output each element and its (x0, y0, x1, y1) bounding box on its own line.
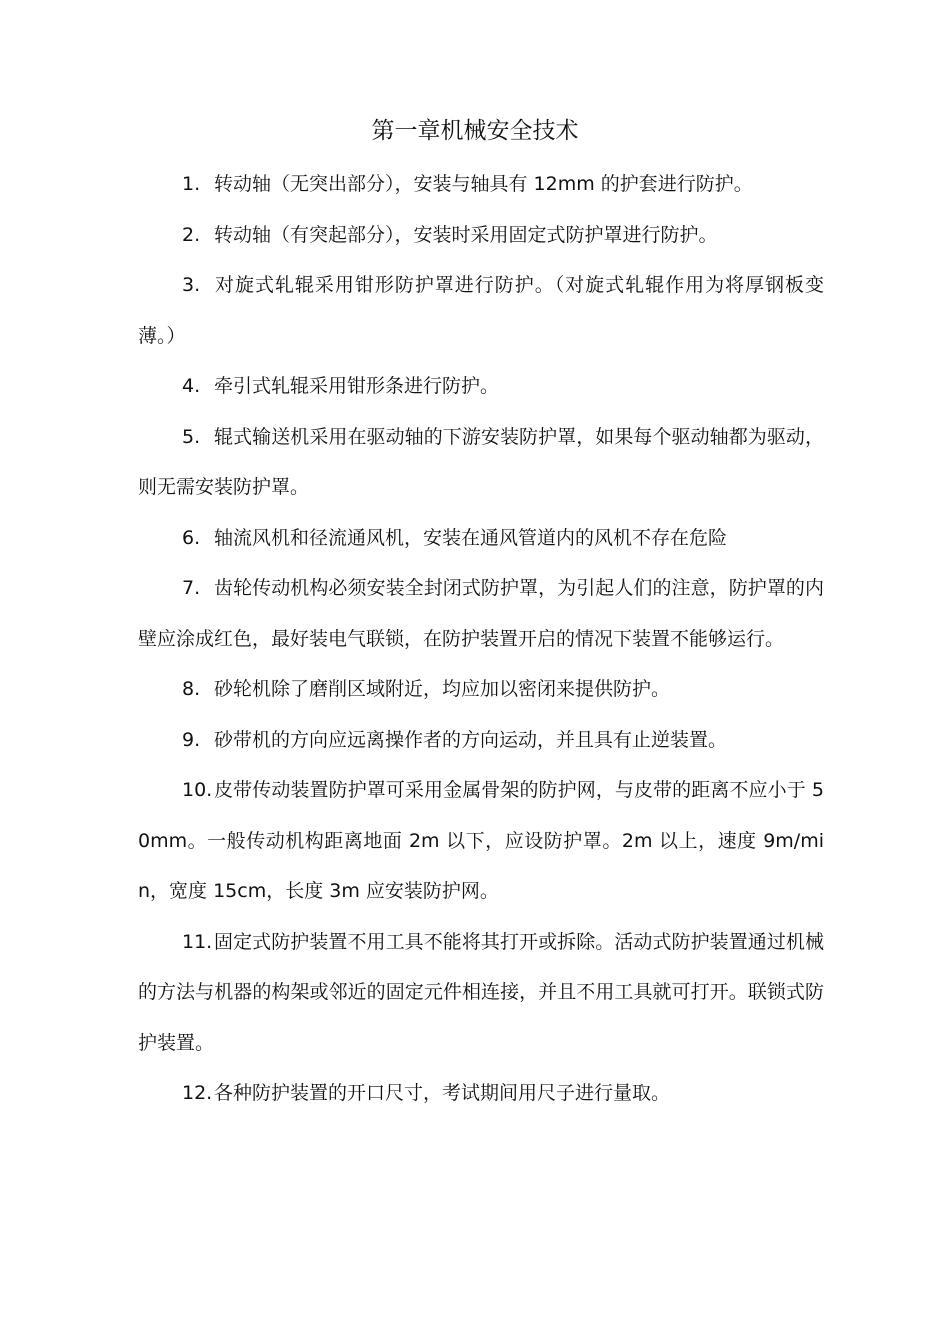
item-text: 砂带机的方向应远离操作者的方向运动，并且具有止逆装置。 (214, 728, 728, 751)
list-item (138, 412, 824, 513)
list-item (138, 513, 824, 564)
item-text: 转动轴（有突起部分），安装时采用固定式防护罩进行防护。 (214, 223, 718, 246)
page-title: 第一章机械安全技术 (371, 118, 579, 144)
item-text: 牵引式轧辊采用钳形条进行防护。 (214, 375, 500, 397)
item-number: 5. (182, 425, 201, 448)
item-number: 7. (182, 577, 201, 599)
list-item (138, 210, 824, 261)
item-text: 齿轮传动机构必须安装全封闭式防护罩，为引起人们的注意，防护罩的内壁应涂成红色，最好装电气联锁，在防护装置开启的情况下装置不能够运行。 (138, 577, 824, 650)
item-number: 6. (182, 526, 201, 549)
item-text: 轴流风机和径流通风机，安装在通风管道内的风机不存在危险 (214, 526, 728, 549)
item-text: 对旋式轧辊采用钳形防护罩进行防护。（对旋式轧辊作用为将厚钢板变薄。） (138, 274, 824, 347)
list-item (138, 260, 824, 361)
item-number: 9. (182, 728, 201, 751)
item-number: 10. (182, 779, 213, 801)
list-item (138, 917, 824, 1069)
item-text: 转动轴（无突出部分），安装与轴具有 12mm 的护套进行防护。 (214, 173, 753, 195)
item-number: 11. (182, 930, 213, 953)
list-item (138, 664, 824, 715)
list-item (138, 1068, 824, 1119)
item-text: 固定式防护装置不用工具不能将其打开或拆除。活动式防护装置通过机械的方法与机器的构架或邻近的固定元件相连接，并且不用工具就可打开。联锁式防护装置。 (138, 930, 824, 1054)
item-text: 辊式输送机采用在驱动轴的下游安装防护罩，如果每个驱动轴都为驱动，则无需安装防护罩。 (138, 425, 824, 498)
item-number: 12. (182, 1082, 213, 1104)
list-item (138, 765, 824, 917)
list-item (138, 159, 824, 210)
item-number: 3. (182, 274, 201, 296)
item-number: 2. (182, 223, 201, 246)
item-text: 砂轮机除了磨削区域附近，均应加以密闭来提供防护。 (214, 678, 671, 700)
list-item (138, 361, 824, 412)
item-number: 8. (182, 678, 201, 700)
item-number: 1. (182, 173, 201, 195)
document-body (138, 159, 824, 1119)
list-item (138, 715, 824, 766)
list-item (138, 563, 824, 664)
item-number: 4. (182, 375, 201, 397)
item-text: 各种防护装置的开口尺寸，考试期间用尺子进行量取。 (214, 1082, 671, 1104)
item-text: 皮带传动装置防护罩可采用金属骨架的防护网，与皮带的距离不应小于 50mm。一般传动机构距离地面 2m 以下，应设防护罩。2m 以上，速度 9m/min，宽度 15cm，长度 3m 应安装防护网。 (138, 779, 824, 902)
